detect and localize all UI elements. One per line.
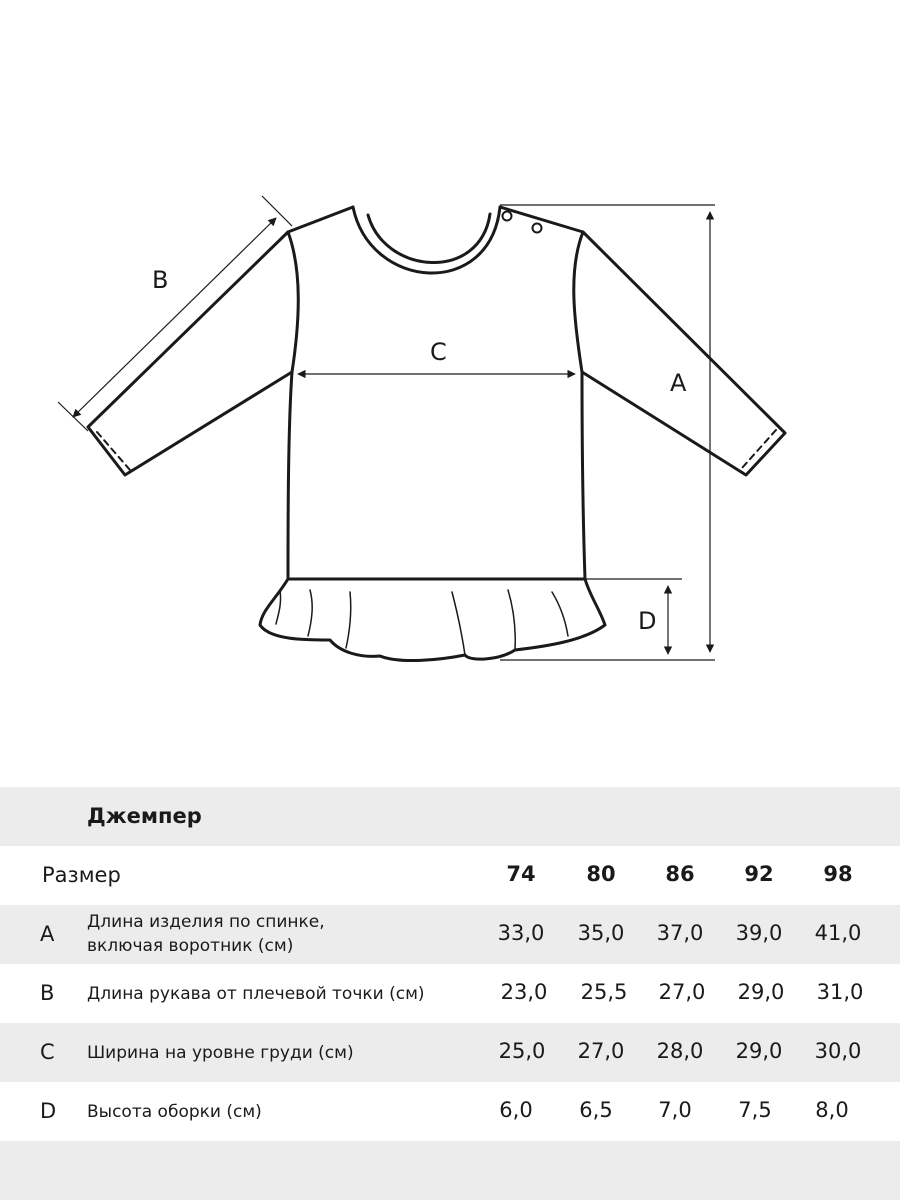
table-header-row (0, 846, 900, 905)
table-cell: 30,0 (814, 1039, 862, 1063)
size-header: 74 (506, 862, 536, 886)
row-description-line: включая воротник (см) (87, 936, 294, 956)
label-a: A (670, 369, 687, 397)
row-description: Длина рукава от плечевой точки (см) (87, 984, 425, 1004)
table-cell: 29,0 (735, 1039, 783, 1063)
table-cell: 6,5 (579, 1098, 613, 1122)
table-cell: 8,0 (815, 1098, 849, 1122)
row-description-line: Длина изделия по спинке, (87, 912, 325, 932)
table-cell: 27,0 (658, 980, 706, 1004)
row-description: Ширина на уровне груди (см) (87, 1043, 354, 1063)
row-letter: B (40, 981, 55, 1005)
size-header: 86 (665, 862, 695, 886)
table-title: Джемпер (87, 804, 202, 828)
table-cell: 23,0 (500, 980, 548, 1004)
size-header: 92 (744, 862, 774, 886)
label-d: D (638, 607, 657, 635)
table-cell: 39,0 (735, 921, 783, 945)
size-header: 80 (586, 862, 616, 886)
table-footer-band (0, 1141, 900, 1200)
row-description: Высота оборки (см) (87, 1102, 262, 1122)
table-cell: 6,0 (499, 1098, 533, 1122)
table-cell: 27,0 (577, 1039, 625, 1063)
size-column-label: Размер (42, 863, 121, 887)
row-letter: D (40, 1099, 57, 1123)
table-cell: 7,0 (658, 1098, 692, 1122)
table-row (0, 905, 900, 964)
table-cell: 31,0 (816, 980, 864, 1004)
table-cell: 35,0 (577, 921, 625, 945)
size-header: 98 (823, 862, 853, 886)
table-row (0, 1082, 900, 1141)
size-table (0, 787, 900, 1200)
table-row (0, 964, 900, 1023)
table-cell: 37,0 (656, 921, 704, 945)
row-description (87, 910, 325, 958)
row-letter: C (40, 1040, 55, 1064)
table-cell: 28,0 (656, 1039, 704, 1063)
table-cell: 33,0 (497, 921, 545, 945)
jumper-outline (88, 207, 785, 661)
table-cell: 7,5 (738, 1098, 772, 1122)
label-b: B (152, 266, 169, 294)
label-c: C (430, 338, 447, 366)
table-cell: 25,0 (498, 1039, 546, 1063)
table-cell: 41,0 (814, 921, 862, 945)
table-cell: 29,0 (737, 980, 785, 1004)
table-title-row (0, 787, 900, 846)
row-letter: A (40, 922, 55, 946)
table-row (0, 1023, 900, 1082)
table-cell: 25,5 (580, 980, 628, 1004)
